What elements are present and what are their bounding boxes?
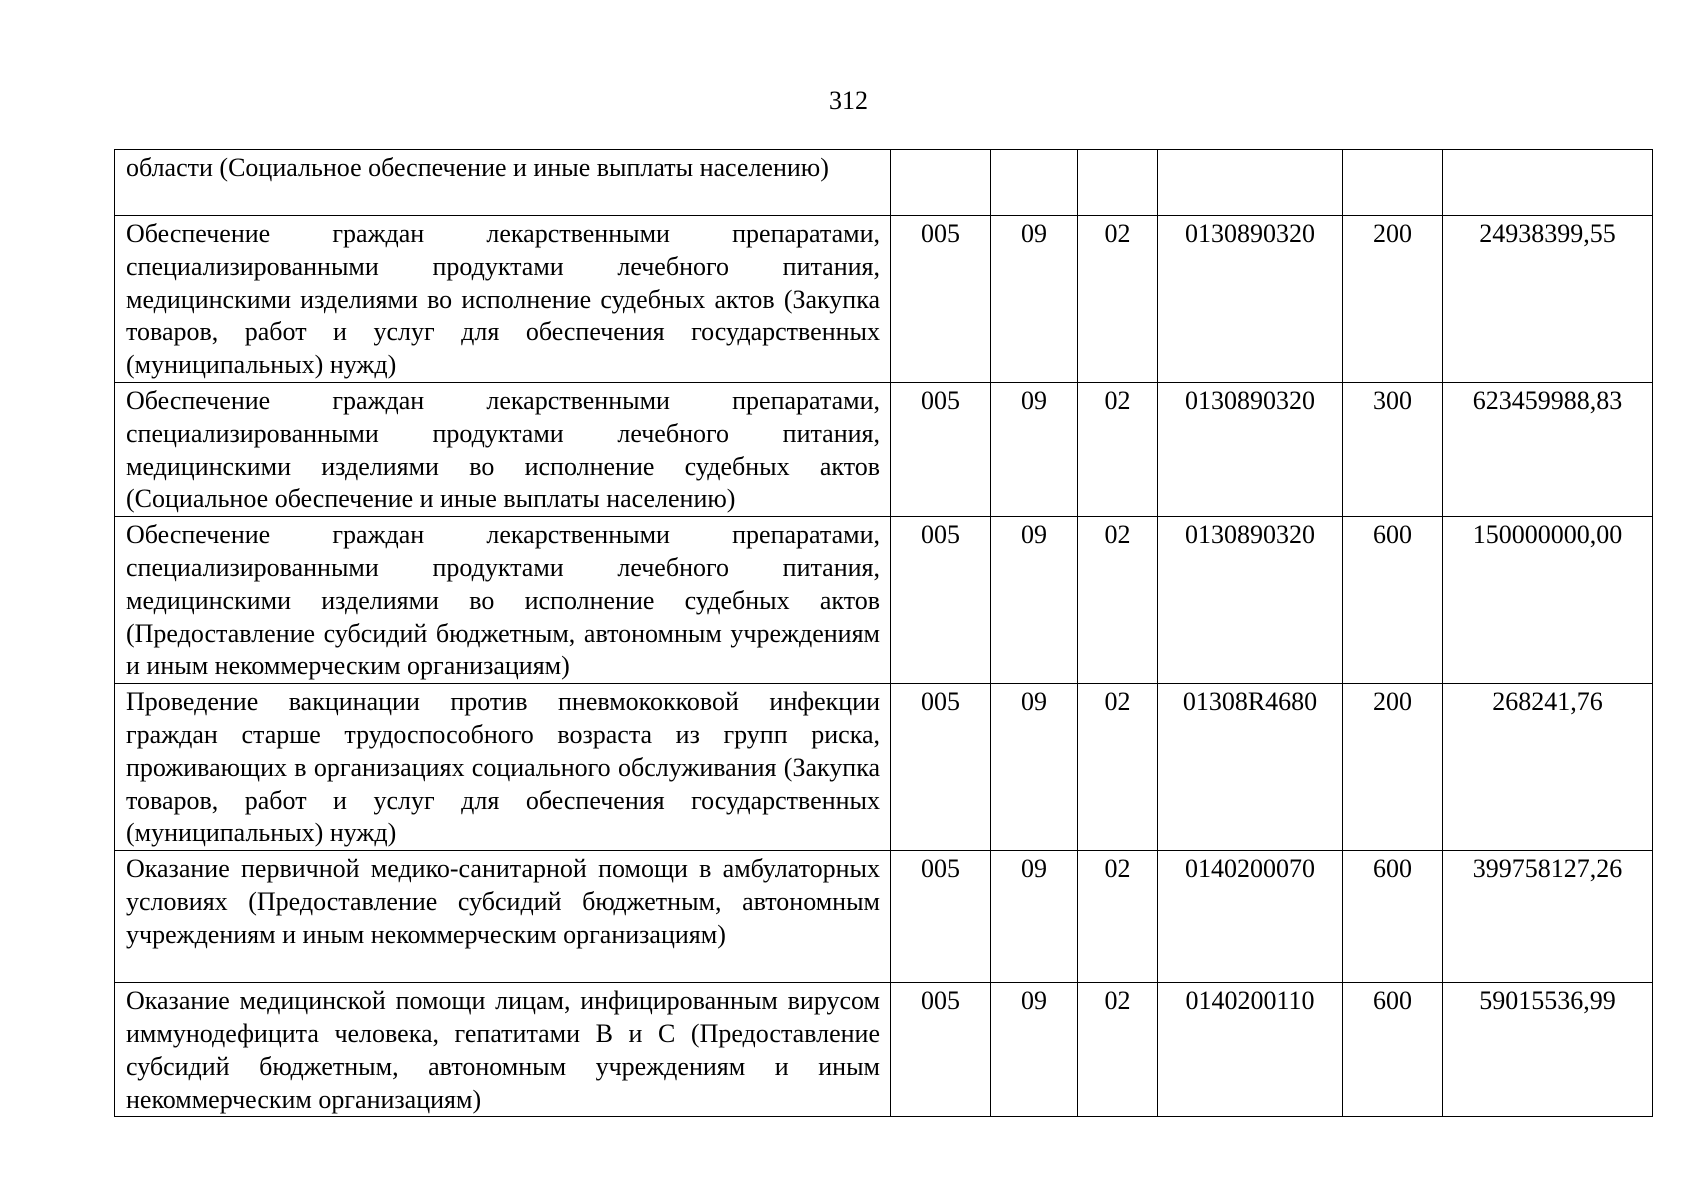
row-subsection-code: 02	[1078, 851, 1158, 983]
row-section-code: 09	[991, 851, 1078, 983]
table-row	[115, 216, 1653, 383]
row-description: Оказание первичной медико-санитарной помощи в амбулаторных условиях (Предоставление субсидий бюджетным, автономным учреждениям и иным некоммерческим организациям)	[115, 851, 891, 983]
row-description: Проведение вакцинации против пневмококковой инфекции граждан старше трудоспособного возраста из групп риска, проживающих в организациях социального обслуживания (Закупка товаров, работ и услуг для обеспечения государственных (муниципальных) нужд)	[115, 684, 891, 851]
row-ved-code: 005	[891, 517, 991, 684]
row-section-code: 09	[991, 983, 1078, 1117]
row-section-code: 09	[991, 517, 1078, 684]
row-description: Обеспечение граждан лекарственными препаратами, специализированными продуктами лечебного питания, медицинскими изделиями во исполнение судебных актов (Социальное обеспечение и иные выплаты населению)	[115, 382, 891, 516]
row-amount: 268241,76	[1443, 684, 1653, 851]
row-amount: 59015536,99	[1443, 983, 1653, 1117]
table-row	[115, 983, 1653, 1117]
row-expense-type-code: 600	[1343, 517, 1443, 684]
row-subsection-code: 02	[1078, 983, 1158, 1117]
row-expense-type-code	[1343, 150, 1443, 216]
row-section-code	[991, 150, 1078, 216]
row-subsection-code: 02	[1078, 684, 1158, 851]
row-expense-type-code: 600	[1343, 983, 1443, 1117]
table-row	[115, 517, 1653, 684]
page-number: 312	[829, 86, 868, 115]
row-target-article-code: 0130890320	[1158, 517, 1343, 684]
row-target-article-code: 01308R4680	[1158, 684, 1343, 851]
row-section-code: 09	[991, 684, 1078, 851]
budget-table	[114, 149, 1653, 1117]
row-ved-code: 005	[891, 382, 991, 516]
table-row	[115, 382, 1653, 516]
row-subsection-code: 02	[1078, 216, 1158, 383]
row-ved-code: 005	[891, 216, 991, 383]
row-ved-code: 005	[891, 983, 991, 1117]
table-row	[115, 150, 1653, 216]
row-target-article-code	[1158, 150, 1343, 216]
row-amount: 24938399,55	[1443, 216, 1653, 383]
row-expense-type-code: 600	[1343, 851, 1443, 983]
row-expense-type-code: 300	[1343, 382, 1443, 516]
row-description: Обеспечение граждан лекарственными препаратами, специализированными продуктами лечебного питания, медицинскими изделиями во исполнение судебных актов (Закупка товаров, работ и услуг для обеспечения государственных (муниципальных) нужд)	[115, 216, 891, 383]
row-expense-type-code: 200	[1343, 216, 1443, 383]
row-description: Оказание медицинской помощи лицам, инфицированным вирусом иммунодефицита человека, гепатитами B и C (Предоставление субсидий бюджетным, автономным учреждениям и иным некоммерческим организациям)	[115, 983, 891, 1117]
row-subsection-code: 02	[1078, 517, 1158, 684]
row-section-code: 09	[991, 216, 1078, 383]
row-ved-code: 005	[891, 684, 991, 851]
row-description: Обеспечение граждан лекарственными препаратами, специализированными продуктами лечебного питания, медицинскими изделиями во исполнение судебных актов (Предоставление субсидий бюджетным, автономным учреждениям и иным некоммерческим организациям)	[115, 517, 891, 684]
row-expense-type-code: 200	[1343, 684, 1443, 851]
row-target-article-code: 0130890320	[1158, 216, 1343, 383]
row-target-article-code: 0140200070	[1158, 851, 1343, 983]
row-amount: 399758127,26	[1443, 851, 1653, 983]
row-amount: 150000000,00	[1443, 517, 1653, 684]
row-ved-code	[891, 150, 991, 216]
row-section-code: 09	[991, 382, 1078, 516]
row-target-article-code: 0130890320	[1158, 382, 1343, 516]
row-ved-code: 005	[891, 851, 991, 983]
row-amount	[1443, 150, 1653, 216]
row-description: области (Социальное обеспечение и иные выплаты населению)	[115, 150, 891, 216]
row-target-article-code: 0140200110	[1158, 983, 1343, 1117]
table-row	[115, 851, 1653, 983]
row-subsection-code	[1078, 150, 1158, 216]
row-subsection-code: 02	[1078, 382, 1158, 516]
row-amount: 623459988,83	[1443, 382, 1653, 516]
table-row	[115, 684, 1653, 851]
